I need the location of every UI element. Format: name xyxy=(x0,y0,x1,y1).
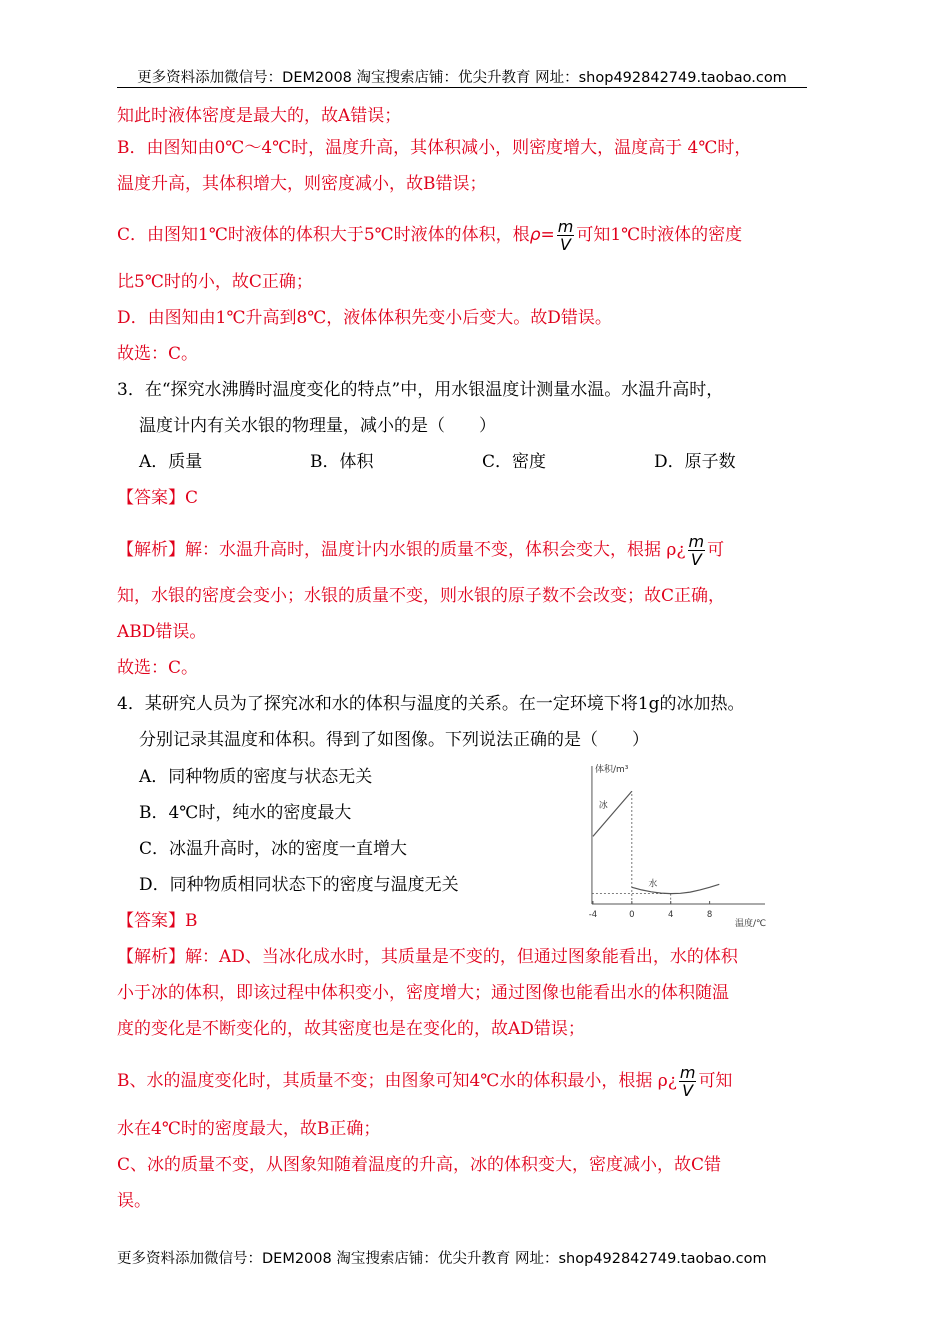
q4-b-post: 可知 xyxy=(698,1071,733,1091)
q3-option-b: B．体积 xyxy=(310,452,374,472)
fraction-denominator: V xyxy=(682,1081,694,1100)
q3-option-a: A．质量 xyxy=(139,452,203,472)
q4-stem-line1: 4．某研究人员为了探究冰和水的体积与温度的关系。在一定环境下将1g的冰加热。 xyxy=(117,694,745,714)
fraction-denominator: V xyxy=(560,235,571,254)
density-fraction xyxy=(688,533,706,568)
fraction-numerator: m xyxy=(557,217,574,236)
fraction-denominator: V xyxy=(690,550,702,569)
q3-stem-line2: 温度计内有关水银的物理量，减小的是（ ） xyxy=(139,416,496,436)
q3-selection: 故选：C。 xyxy=(117,658,199,678)
q4-b-pre: B、水的温度变化时，其质量不变；由图象可知4℃水的体积最小，根据 ρ¿ xyxy=(117,1071,677,1091)
x-tick-label: 4 xyxy=(668,910,674,920)
page-footer: 更多资料添加微信号：DEM2008 淘宝搜索店铺：优尖升教育 网址：shop492842749.taobao.com xyxy=(117,1251,767,1267)
fraction-numerator: m xyxy=(688,532,705,551)
q3-ana-post: 可 xyxy=(707,540,725,560)
q3-answer: 【答案】C xyxy=(117,488,199,508)
q3-ana-pre: 【解析】解：水温升高时，温度计内水银的质量不变，体积会变大，根据 ρ¿ xyxy=(117,540,686,560)
header-divider xyxy=(117,87,807,88)
q4-option-c: C．冰温升高时，冰的密度一直增大 xyxy=(139,839,408,859)
page-header: 更多资料添加微信号：DEM2008 淘宝搜索店铺：优尖升教育 网址：shop492842749.taobao.com xyxy=(137,70,787,86)
q2-c-pre: C．由图知1℃时液体的体积大于5℃时液体的体积，根 xyxy=(117,225,530,245)
q4-analysis-line1: 【解析】解：AD、当冰化成水时，其质量是不变的，但通过图象能看出，水的体积 xyxy=(117,947,738,967)
q4-option-d: D．同种物质相同状态下的密度与温度无关 xyxy=(139,875,459,895)
q2-option-b-line1: B．由图知由0℃～4℃时，温度升高，其体积减小，则密度增大，温度高于 4℃时， xyxy=(117,138,752,158)
q4-analysis-b-line1 xyxy=(117,1064,732,1099)
q3-analysis-line1 xyxy=(117,533,724,568)
water-series-line xyxy=(632,884,720,893)
q3-analysis-line3: ABD错误。 xyxy=(117,622,207,642)
x-tick-label: 0 xyxy=(629,910,635,920)
q4-analysis-line3: 度的变化是不断变化的，故其密度也是在变化的，故AD错误； xyxy=(117,1019,585,1039)
q4-analysis-c-line1: C、冰的质量不变，从图象知随着温度的升高，冰的体积变大，密度减小，故C错 xyxy=(117,1155,722,1175)
q2-option-b-line2: 温度升高，其体积增大，则密度减小，故B错误； xyxy=(117,174,487,194)
q3-option-d: D．原子数 xyxy=(654,452,736,472)
water-series-label: 水 xyxy=(648,879,658,890)
q2-line1: 知此时液体密度是最大的，故A错误； xyxy=(117,106,402,126)
density-fraction xyxy=(557,218,575,253)
q3-option-c: C．密度 xyxy=(482,452,547,472)
q4-analysis-line2: 小于冰的体积，即该过程中体积变小，密度增大；通过图像也能看出水的体积随温 xyxy=(117,983,729,1003)
q4-stem-line2: 分别记录其温度和体积。得到了如图像。下列说法正确的是（ ） xyxy=(139,730,649,750)
q4-option-a: A．同种物质的密度与状态无关 xyxy=(139,767,373,787)
ice-series-line xyxy=(593,791,632,836)
q2-c-post: 可知1℃时液体的密度 xyxy=(576,225,743,245)
q3-stem-line1: 3．在“探究水沸腾时温度变化的特点”中，用水银温度计测量水温。水温升高时， xyxy=(117,380,724,400)
q2-option-d: D．由图知由1℃升高到8℃，液体体积先变小后变大。故D错误。 xyxy=(117,308,612,328)
y-axis-label: 体积/m³ xyxy=(594,765,629,775)
q4-analysis-c-line2: 误。 xyxy=(117,1191,151,1211)
ice-series-label: 冰 xyxy=(598,801,608,812)
density-fraction xyxy=(679,1064,697,1099)
fraction-numerator: m xyxy=(679,1063,696,1082)
x-tick-label: 8 xyxy=(706,910,713,920)
volume-temperature-chart xyxy=(577,758,777,930)
x-axis-label: 温度/℃ xyxy=(735,919,767,929)
q2-option-c-line1 xyxy=(117,218,742,253)
x-tick-label: -4 xyxy=(588,910,598,920)
q4-analysis-b-line2: 水在4℃时的密度最大，故B正确； xyxy=(117,1119,381,1139)
q3-analysis-line2: 知，水银的密度会变小；水银的质量不变，则水银的原子数不会改变；故C正确， xyxy=(117,586,726,606)
q2-selection: 故选：C。 xyxy=(117,344,199,364)
q2-option-c-line2: 比5℃时的小，故C正确； xyxy=(117,272,313,292)
q4-option-b: B．4℃时，纯水的密度最大 xyxy=(139,803,352,823)
rho-symbol: ρ= xyxy=(529,225,555,245)
q4-answer: 【答案】B xyxy=(117,911,198,931)
